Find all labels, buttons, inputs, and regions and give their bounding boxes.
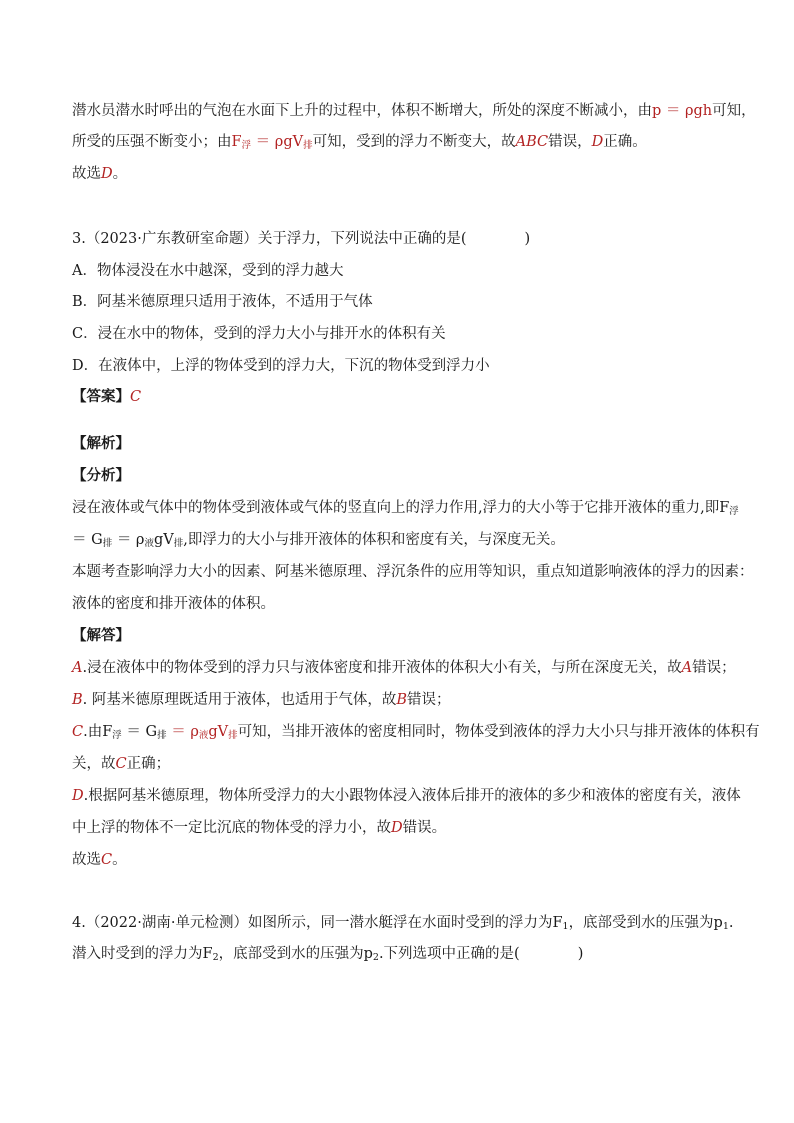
text: .根据阿基米德原理，物体所受浮力的大小跟物体浸入液体后排开的液体的多少和液体的密度有关，液体 [83, 788, 741, 804]
q4-stem-line-2 [72, 944, 732, 968]
text: 故选 [72, 166, 101, 182]
subscript: 2 [212, 952, 219, 963]
text: 浸在液体或气体中的物体受到液体或气体的竖直向上的浮力作用,浮力的大小等于它排开液体的重力,即F [72, 500, 730, 516]
text: 错误； [692, 660, 736, 676]
prev-choose-line [72, 164, 732, 184]
text: ，底部受到水的压强为p [568, 915, 723, 931]
option-ref: B [72, 692, 83, 708]
answer-value: C [130, 389, 142, 405]
text: 可知，受到的浮力不断变大，故 [312, 134, 516, 150]
text: ,即浮力的大小与排开液体的体积和密度有关，与深度无关。 [183, 532, 565, 548]
text: 故选 [72, 852, 101, 868]
q3-answer [72, 387, 732, 407]
fenxi-label: 【分析】 [72, 467, 130, 484]
text: 4.（2022·湖南·单元检测）如图所示，同一潜水艇浮在水面时受到的浮力为F [72, 915, 563, 931]
jieda-label: 【解答】 [72, 627, 130, 644]
subscript: 2 [372, 952, 379, 963]
subscript: 排 [157, 730, 167, 741]
text: 潜入时受到的浮力为F [72, 946, 213, 962]
q3-analysis-label [72, 434, 732, 454]
option-ref: D [391, 820, 403, 836]
text: 可知，当排开液体的密度相同时，物体受到液体的浮力大小只与排开液体的体积有 [237, 724, 760, 740]
text: 潜水员潜水时呼出的气泡在水面下上升的过程中，体积不断增大，所处的深度不断减小，由 [72, 103, 652, 119]
q3-option-d: D．在液体中，上浮的物体受到的浮力大，下沉的物体受到浮力小 [72, 358, 490, 374]
text: 错误； [407, 692, 451, 708]
q3-fenxi-label [72, 466, 732, 486]
q3-option-b: B．阿基米德原理只适用于液体，不适用于气体 [72, 294, 373, 310]
q3-jieda-c-line-1 [72, 722, 760, 746]
text: ＝ ρ [112, 532, 145, 548]
formula: gV [208, 724, 229, 740]
subscript: 排 [228, 730, 238, 741]
q3-option-c: C．浸在水中的物体，受到的浮力大小与排开水的体积有关 [72, 326, 446, 342]
text: 。 [112, 852, 127, 868]
q3-stem: 3.（2023·广东教研室命题）关于浮力，下列说法中正确的是( ) [72, 231, 531, 247]
text: ，底部受到水的压强为p [218, 946, 373, 962]
subscript: 1 [722, 921, 729, 932]
text: 正确。 [603, 134, 647, 150]
q3-jieda-label [72, 626, 732, 646]
q3-jieda-a [72, 658, 736, 678]
prev-solution-line-2 [72, 132, 732, 156]
formula: ＝ ρ [166, 724, 199, 740]
text: 关，故 [72, 756, 116, 772]
text: .下列选项中正确的是( ) [378, 946, 584, 962]
q3-jieda-d-line-1 [72, 786, 741, 806]
q3-jieda-d-line-2 [72, 818, 732, 838]
q3-fenxi-line-1 [72, 498, 739, 522]
formula: $F_浮 = \rho gV_排$ [231, 134, 313, 151]
subscript: 液 [144, 538, 154, 549]
subscript: 液 [198, 730, 209, 741]
formula: p ＝ ρgh [652, 103, 713, 119]
analysis-label: 【解析】 [72, 435, 130, 452]
text: 错误， [548, 134, 592, 150]
subscript: 1 [562, 921, 569, 932]
text: .由F [83, 724, 113, 740]
option-ref: C [72, 724, 84, 740]
option-ref: A [72, 660, 83, 676]
q4-stem-line-1 [72, 913, 732, 937]
text: . 阿基米德原理既适用于液体，也适用于气体，故 [82, 692, 397, 708]
text: 正确； [126, 756, 171, 772]
text: ＝ G [72, 532, 103, 548]
chosen-answer: C [101, 852, 113, 868]
option-ref: B [396, 692, 408, 708]
q3-fenxi-line-3: 本题考查影响浮力大小的因素、阿基米德原理、浮沉条件的应用等知识，重点知道影响液体的浮力的因素： [72, 564, 754, 580]
chosen-answer: D [101, 166, 113, 182]
q3-choose-line [72, 850, 732, 870]
option-ref: D [72, 788, 84, 804]
subscript: 排 [173, 538, 184, 549]
text: 所受的压强不断变小；由 [72, 134, 232, 150]
text: ＝ G [121, 724, 158, 740]
text: gV [153, 532, 174, 548]
text: 中上浮的物体不一定比沉底的物体受的浮力小，故 [72, 820, 391, 836]
q3-option-a: A．物体浸没在水中越深，受到的浮力越大 [72, 263, 344, 279]
text: 可知， [712, 103, 756, 119]
q3-jieda-b [72, 690, 732, 710]
subscript: 排 [102, 538, 113, 549]
q3-fenxi-line-2 [72, 530, 732, 554]
text: .浸在液体中的物体受到的浮力只与液体密度和排开液体的体积大小有关，与所在深度无关，故 [82, 660, 682, 676]
subscript: 浮 [729, 506, 739, 517]
prev-solution-line-1 [72, 101, 756, 121]
option-ref: D [591, 134, 604, 150]
option-ref: ABC [515, 134, 549, 150]
text: . [728, 915, 734, 931]
text: 错误。 [402, 820, 447, 836]
option-ref: A [681, 660, 693, 676]
option-ref: C [115, 756, 127, 772]
q3-fenxi-line-4: 液体的密度和排开液体的体积。 [72, 596, 275, 612]
q3-jieda-c-line-2 [72, 754, 732, 774]
answer-label: 【答案】 [72, 388, 130, 405]
text: 。 [112, 166, 128, 182]
subscript: 浮 [112, 730, 122, 741]
